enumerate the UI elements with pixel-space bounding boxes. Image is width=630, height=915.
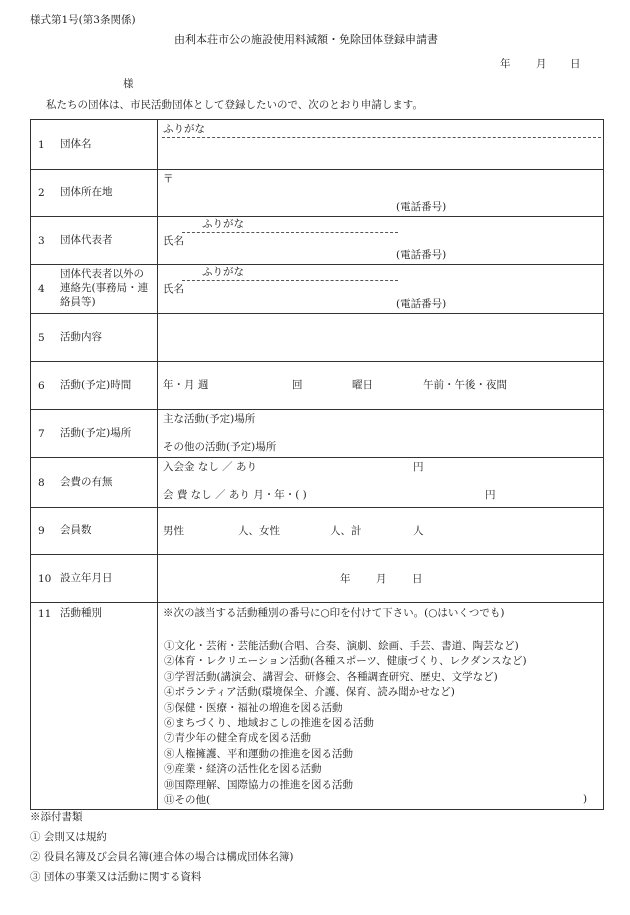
row-number: 7: [38, 427, 45, 440]
date-year: 年: [500, 58, 511, 70]
label-cell: [31, 508, 158, 555]
row-membership-fee: [31, 458, 604, 508]
activity-type-field: [158, 603, 604, 810]
other-close-paren: ): [583, 793, 588, 805]
fee-options: 会 費 なし ／ あり 月・年・( ): [163, 489, 307, 501]
furigana-dash-line: [182, 232, 398, 233]
row-members: [31, 508, 604, 555]
female-label: 人、女性: [238, 525, 280, 537]
representative-field[interactable]: [158, 217, 604, 265]
activity-category-item[interactable]: ⑪その他(: [164, 794, 211, 807]
total-label: 人、計: [330, 525, 362, 537]
activity-category-item[interactable]: ④ボランティア活動(環境保全、介護、保育、読み聞かせなど): [164, 686, 455, 699]
row-label: 設立年月日: [60, 571, 113, 584]
members-field[interactable]: [158, 508, 604, 555]
addressee-suffix: 様: [123, 78, 134, 90]
yen-label: 円: [485, 489, 496, 501]
person-label: 人: [413, 525, 424, 537]
activity-category-item[interactable]: ⑤保健・医療・福祉の増進を図る活動: [164, 701, 343, 714]
entry-fee-options: 入会金 なし ／ あり: [163, 461, 258, 473]
row-number: 2: [38, 187, 45, 199]
label-cell: [31, 458, 158, 508]
membership-fee-field[interactable]: [158, 458, 604, 508]
furigana-label: ふりがな: [163, 123, 205, 135]
label-cell: [31, 265, 158, 314]
form-number: 様式第1号(第3条関係): [30, 14, 136, 26]
activity-place-field[interactable]: [158, 410, 604, 458]
period-options: 午前・午後・夜間: [423, 379, 507, 391]
phone-label: (電話番号): [396, 298, 447, 310]
label-line: 連絡先(事務局・連: [60, 282, 149, 295]
label-cell: [31, 603, 158, 810]
activity-category-item[interactable]: ⑦青少年の健全育成を図る活動: [164, 732, 311, 745]
frequency-prefix: 年・月 週: [163, 379, 209, 391]
form-title: 由利本荘市公の施設使用料減額・免除団体登録申請書: [174, 33, 438, 46]
year-label: 年: [340, 573, 351, 585]
label-cell: [31, 362, 158, 410]
label-line: 団体代表者以外の: [60, 268, 144, 281]
row-number: 4: [38, 283, 45, 295]
row-number: 8: [38, 476, 45, 489]
day-label: 日: [412, 573, 423, 585]
row-label: [60, 268, 148, 310]
row-founding-date: [31, 555, 604, 603]
attachment-item: ③ 団体の事業又は活動に関する資料: [30, 871, 202, 883]
label-cell: [31, 555, 158, 603]
name-label: 氏名: [163, 283, 184, 295]
label-cell: [31, 314, 158, 362]
row-label: 会員数: [60, 524, 92, 537]
row-label: 活動(予定)時間: [60, 378, 132, 391]
group-address-field[interactable]: [158, 170, 604, 217]
group-name-field[interactable]: [158, 120, 604, 170]
activity-category-item[interactable]: ⑧人権擁護、平和運動の推進を図る活動: [164, 747, 353, 760]
row-number: 1: [38, 138, 45, 151]
row-number: 10: [38, 572, 52, 585]
main-place-label: 主な活動(予定)場所: [163, 413, 256, 425]
activity-category-item[interactable]: ②体育・レクリエーション活動(各種スポーツ、健康づくり、レクダンスなど): [164, 655, 527, 668]
activity-content-field[interactable]: [158, 314, 604, 362]
other-place-label: その他の活動(予定)場所: [163, 441, 277, 453]
date-month: 月: [536, 58, 547, 70]
row-number: 6: [38, 379, 45, 392]
activity-category-item[interactable]: ①文化・芸術・芸能活動(合唱、合奏、演劇、絵画、手芸、書道、陶芸など): [164, 640, 519, 652]
activity-time-field[interactable]: [158, 362, 604, 410]
row-activity-time: [31, 362, 604, 410]
row-group-address: [31, 170, 604, 217]
furigana-label: ふりがな: [202, 218, 244, 230]
date-day: 日: [570, 58, 581, 70]
weekday-label: 曜日: [352, 379, 373, 391]
label-cell: [31, 217, 158, 265]
row-label: 団体所在地: [60, 186, 113, 199]
month-label: 月: [376, 573, 387, 585]
row-label: 会費の有無: [60, 475, 113, 488]
male-label: 男性: [163, 525, 184, 537]
row-group-name: [31, 120, 604, 170]
activity-category-item[interactable]: ⑩国際理解、国際協力の推進を図る活動: [164, 778, 353, 791]
activity-category-item[interactable]: ⑨産業・経済の活性化を図る活動: [164, 763, 322, 776]
row-activity-type: [31, 603, 604, 810]
label-cell: [31, 120, 158, 170]
attachment-item: ① 会則又は規約: [30, 831, 107, 843]
attachments-title: ※添付書類: [30, 811, 83, 823]
row-number: 9: [38, 525, 45, 537]
yen-label: 円: [413, 461, 424, 473]
row-label: 活動種別: [60, 607, 102, 619]
row-contact: [31, 265, 604, 314]
contact-field[interactable]: [158, 265, 604, 314]
activity-category-item[interactable]: ⑥まちづくり、地域おこしの推進を図る活動: [164, 717, 374, 730]
postal-mark: 〒: [163, 173, 174, 185]
row-number: 3: [38, 234, 45, 247]
activity-category-item[interactable]: ③学習活動(講演会、講習会、研修会、各種調査研究、歴史、文学など): [164, 670, 498, 683]
phone-label: (電話番号): [396, 201, 447, 213]
row-representative: [31, 217, 604, 265]
row-label: 活動内容: [60, 330, 102, 343]
row-activity-place: [31, 410, 604, 458]
label-cell: [31, 410, 158, 458]
row-number: 5: [38, 331, 45, 344]
furigana-dash-line: [182, 280, 398, 281]
row-label: 団体名: [60, 137, 92, 150]
intro-text: 私たちの団体は、市民活動団体として登録したいので、次のとおり申請します。: [46, 99, 423, 111]
row-label: 活動(予定)場所: [60, 426, 132, 439]
application-form-table: [30, 119, 604, 810]
row-activity-content: [31, 314, 604, 362]
attachment-item: ② 役員名簿及び会員名簿(連合体の場合は構成団体名簿): [30, 851, 294, 863]
name-label: 氏名: [163, 235, 184, 247]
activity-category-list: [164, 639, 527, 808]
label-line: 絡員等): [60, 295, 96, 308]
phone-label: (電話番号): [396, 249, 447, 261]
times-label: 回: [292, 379, 303, 391]
founding-date-field[interactable]: [158, 555, 604, 603]
furigana-label: ふりがな: [202, 266, 244, 278]
label-cell: [31, 170, 158, 217]
furigana-dash-line: [162, 137, 601, 138]
row-label: 団体代表者: [60, 233, 113, 246]
row-number: 11: [38, 607, 52, 620]
activity-type-instruction: ※次の該当する活動種別の番号に○印を付けて下さい。(○はいくつでも): [163, 607, 505, 619]
attachments-section: [30, 807, 294, 887]
